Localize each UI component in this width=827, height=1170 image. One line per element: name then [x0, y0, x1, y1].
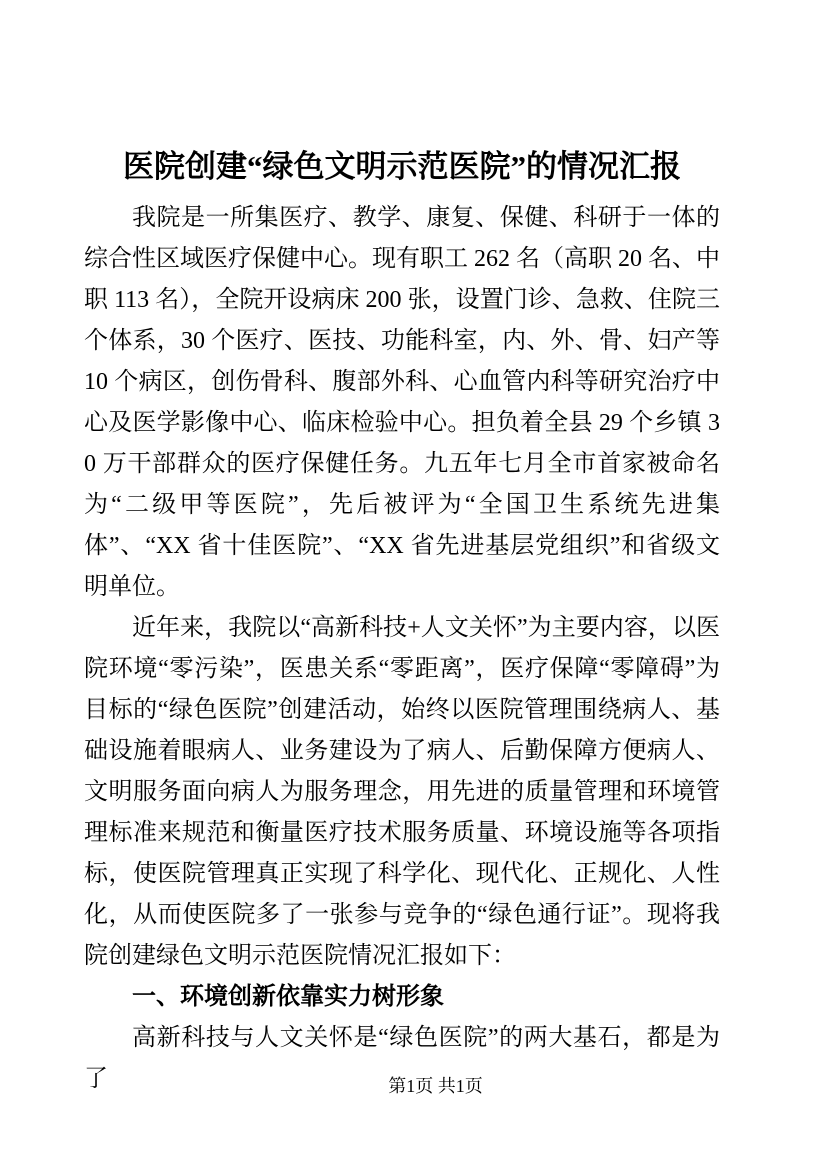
paragraph-section1-opening: 高新科技与人文关怀是“绿色医院”的两大基石，都是为了: [84, 1025, 720, 1092]
document-body: [84, 198, 720, 1100]
page-footer: [22, 1074, 827, 1098]
page-number-label: 第1页 共1页: [388, 1076, 483, 1096]
paragraph-hospital-intro: 我院是一所集医疗、教学、康复、保健、科研于一体的综合性区域医疗保健中心。现有职工 262 名（高职 20 名、中职 113 名），全院开设病床 200 张，设置门诊、急救、住院三个体系，30 个医疗、医技、功能科室，内、外、骨、妇产等 10 个病区，创伤骨科、腹部外科、心血管内科等研究治疗中心及医学影像中心、临床检验中心。担负着全县 29 个乡镇 30 万干部群众的医疗保健任务。九五年七月全市首家被命名为“二级甲等医院”，先后被评为“全国卫生系统先进集体”、“XX 省十佳医院”、“XX 省先进基层党组织”和省级文明单位。: [84, 205, 720, 600]
paragraph-green-hospital-program: 近年来，我院以“高新科技+人文关怀”为主要内容，以医院环境“零污染”，医患关系“零距离”，医疗保障“零障碍”为目标的“绿色医院”创建活动，始终以医院管理围绕病人、基础设施着眼病人、业务建设为了病人、后勤保障方便病人、文明服务面向病人为服务理念，用先进的质量管理和环境管理标准来规范和衡量医疗技术服务质量、环境设施等各项指标，使医院管理真正实现了科学化、现代化、正规化、人性化，从而使医院多了一张参与竞争的“绿色通行证”。现将我院创建绿色文明示范医院情况汇报如下：: [84, 615, 720, 969]
section-heading-environment-innovation: 一、环境创新依靠实力树形象: [132, 984, 444, 1010]
document-title: 医院创建“绿色文明示范医院”的情况汇报: [123, 149, 681, 184]
